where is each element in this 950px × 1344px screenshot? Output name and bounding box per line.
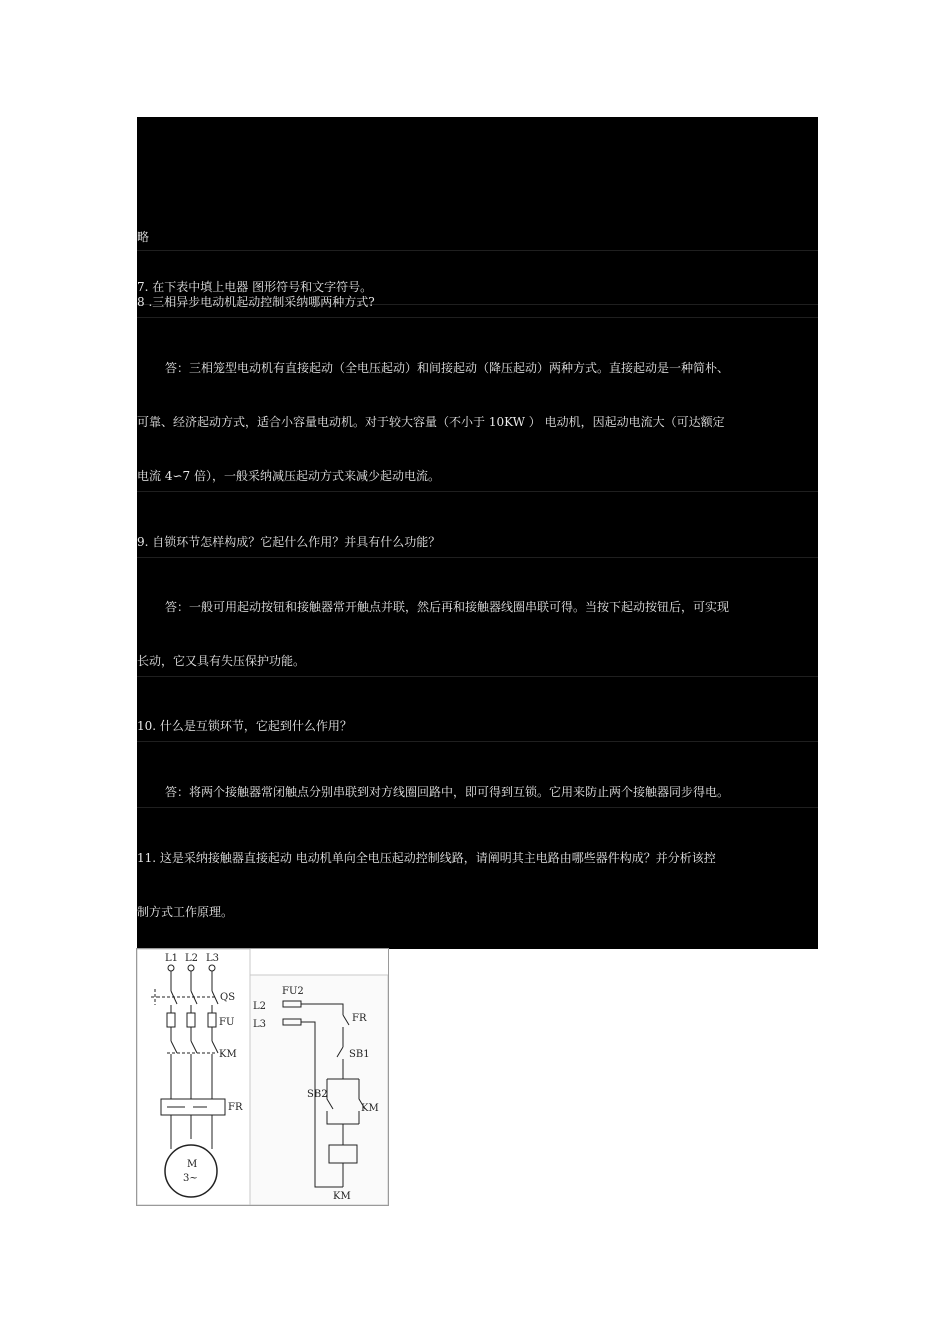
question-8: 8 .三相异步电动机起动控制采纳哪两种方式? [137,295,375,309]
label-sb1: SB1 [349,1049,370,1060]
circuit-diagram [137,949,388,1205]
label-fu2: FU2 [282,986,304,997]
question-11-line-1: 11. 这是采纳接触器直接起动 电动机单向全电压起动控制线路，请阐明其主电路由哪些器件构成？并分析该控 [137,851,716,865]
row-divider [137,557,818,558]
row-divider [137,491,818,492]
label-sb2: SB2 [307,1089,328,1100]
text-block [137,117,818,949]
label-fr-main: FR [228,1102,243,1113]
label-l2: L2 [185,953,199,964]
question-11-line-2: 制方式工作原理。 [137,905,234,919]
label-km-main: KM [219,1049,237,1060]
answer-7: 略 [137,230,150,244]
answer-9-line-1: 答：一般可用起动按钮和接触器常开触点并联，然后再和接触器线圈串联可得。当按下起动按钮后，可实现 [165,600,730,614]
answer-10: 答：将两个接触器常闭触点分别串联到对方线圈回路中，即可得到互锁。它用来防止两个接触器同步得电。 [165,785,730,799]
label-fu: FU [219,1017,235,1028]
row-divider [137,807,818,808]
answer-9-line-2: 长动，它又具有失压保护功能。 [137,654,306,668]
answer-8-line-3: 电流 4∽7 倍），一般采纳减压起动方式来减少起动电流。 [137,469,440,483]
label-l3: L3 [206,953,220,964]
row-divider [137,317,818,318]
question-7: 7. 在下表中填上电器 图形符号和文字符号。 [137,280,373,294]
row-divider [137,676,818,677]
row-divider [137,250,818,251]
row-divider [137,741,818,742]
answer-8-line-1: 答：三相笼型电动机有直接起动（全电压起动）和间接起动（降压起动）两种方式。直接起动是一种简朴、 [165,361,730,375]
label-km-coil: KM [333,1191,351,1202]
label-ctrl-l2: L2 [253,1001,267,1012]
question-10: 10. 什么是互锁环节，它起到什么作用？ [137,719,352,733]
label-motor-m: M [187,1159,198,1170]
circuit-diagram-svg [137,949,388,1205]
question-9: 9. 自锁环节怎样构成？它起什么作用？并具有什么功能？ [137,535,441,549]
label-ctrl-l3: L3 [253,1019,267,1030]
answer-8-line-2: 可靠、经济起动方式，适合小容量电动机。对于较大容量（不小于 10KW ） 电动机，因起动电流大（可达额定 [137,415,725,429]
label-l1: L1 [165,953,179,964]
label-fr-ctrl: FR [352,1013,367,1024]
label-qs: QS [220,992,236,1003]
label-km-contact: KM [361,1103,379,1114]
label-motor-phase: 3~ [183,1173,198,1184]
